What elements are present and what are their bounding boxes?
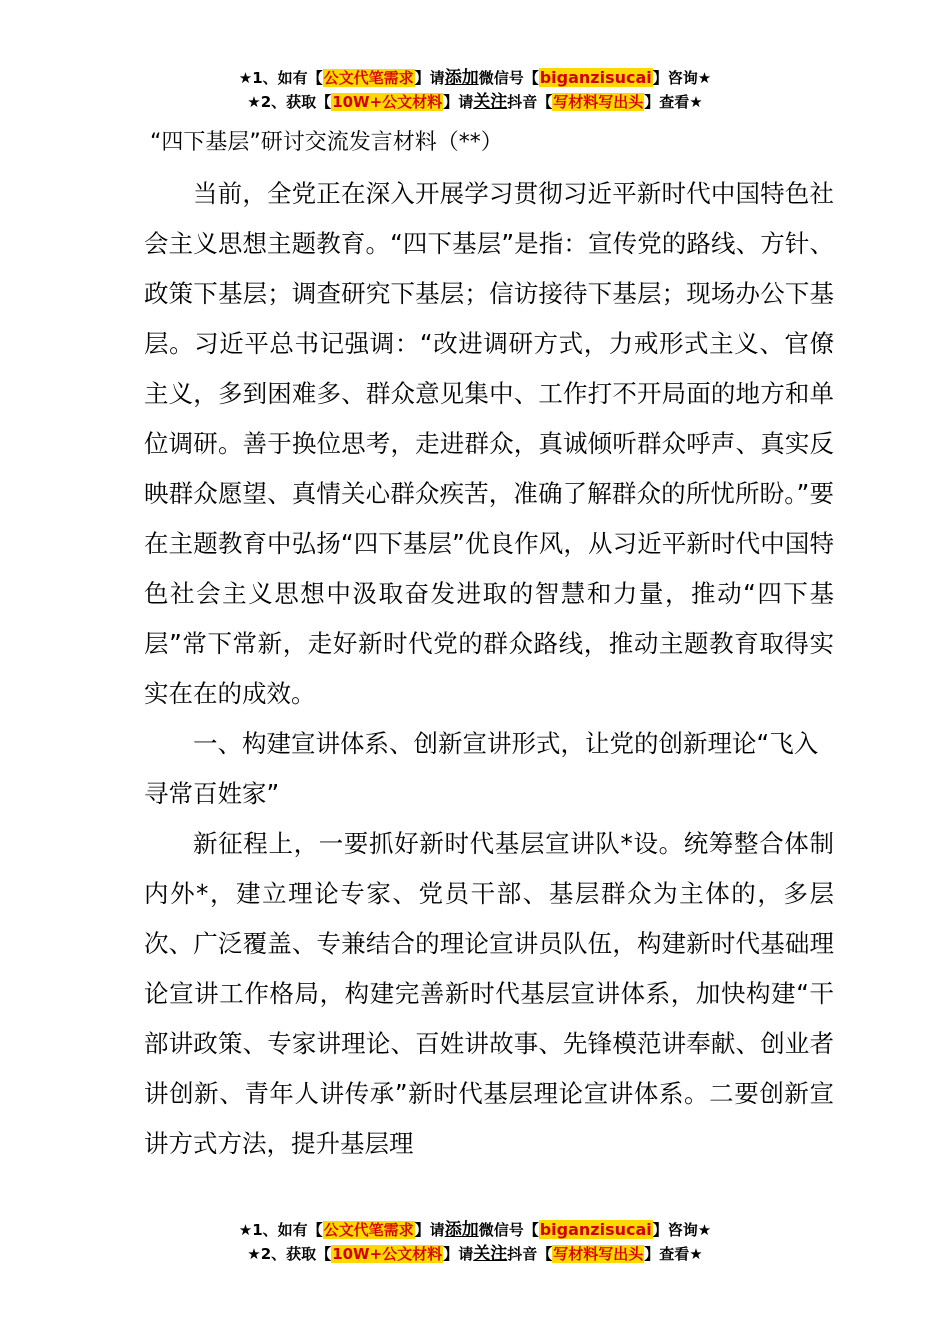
banner-text: 】请: [414, 1221, 445, 1239]
banner-text: 】请: [414, 69, 445, 87]
highlight-service: 公文代笔需求: [323, 1221, 414, 1239]
highlight-wechat-id: biganzisucai: [539, 68, 652, 87]
banner-text: 抖音【: [507, 93, 553, 111]
banner-text: 】请: [443, 1245, 474, 1263]
banner-line-1: [0, 66, 950, 90]
banner-text: ★1、如有【: [238, 69, 323, 87]
banner-text: ★2、获取【: [247, 1245, 332, 1263]
banner-text: ★2、获取【: [247, 93, 332, 111]
banner-text: 微信号【: [478, 69, 539, 87]
banner-text: 】咨询★: [652, 69, 712, 87]
bottom-banner: [0, 1218, 950, 1266]
body-paragraph: 新征程上，一要抓好新时代基层宣讲队*设。统筹整合体制内外*，建立理论专家、党员干部、基层群众为主体的，多层次、广泛覆盖、专兼结合的理论宣讲员队伍，构建新时代基础理论宣讲工作格局，构建完善新时代基层宣讲体系，加快构建“干部讲政策、专家讲理论、百姓讲故事、先锋模范讲奉献、创业者讲创新、青年人讲传承”新时代基层理论宣讲体系。二要创新宣讲方式方法，提升基层理: [144, 829, 834, 1158]
highlight-wechat-id: biganzisucai: [539, 1220, 652, 1239]
highlight-materials: 10W+公文材料: [332, 1245, 443, 1263]
document-title: “四下基层”研讨交流发言材料（**）: [150, 130, 503, 155]
banner-line-2: [0, 1242, 950, 1266]
banner-emphasis: 添加: [444, 68, 479, 88]
highlight-douyin-id: 写材料写出头: [553, 1245, 644, 1263]
banner-text: 】查看★: [644, 93, 703, 111]
banner-text: ★1、如有【: [238, 1221, 323, 1239]
body-paragraph: 当前，全党正在深入开展学习贯彻习近平新时代中国特色社会主义思想主题教育。“四下基层”是指：宣传党的路线、方针、政策下基层；调查研究下基层；信访接待下基层；现场办公下基层。习近平总书记强调：“改进调研方式，力戒形式主义、官僚主义，多到困难多、群众意见集中、工作打不开局面的地方和单位调研。善于换位思考，走进群众，真诚倾听群众呼声、真实反映群众愿望、真情关心群众疾苦，准确了解群众的所忧所盼。”要在主题教育中弘扬“四下基层”优良作风，从习近平新时代中国特色社会主义思想中汲取奋发进取的智慧和力量，推动“四下基层”常下常新，走好新时代党的群众路线，推动主题教育取得实实在在的成效。: [144, 179, 834, 708]
banner-text: 】请: [443, 93, 474, 111]
document-body: [144, 169, 834, 1169]
banner-text: 抖音【: [507, 1245, 553, 1263]
highlight-douyin-id: 写材料写出头: [553, 93, 644, 111]
section-heading: 一、构建宣讲体系、创新宣讲形式，让党的创新理论“飞入寻常百姓家”: [144, 729, 819, 808]
highlight-materials: 10W+公文材料: [332, 93, 443, 111]
banner-text: 】查看★: [644, 1245, 703, 1263]
banner-text: 微信号【: [478, 1221, 539, 1239]
highlight-service: 公文代笔需求: [323, 69, 414, 87]
banner-emphasis: 添加: [444, 1220, 479, 1240]
banner-line-1: [0, 1218, 950, 1242]
banner-emphasis: 关注: [473, 1244, 508, 1264]
banner-line-2: [0, 90, 950, 114]
banner-text: 】咨询★: [652, 1221, 712, 1239]
top-banner: [0, 66, 950, 114]
banner-emphasis: 关注: [473, 92, 508, 112]
